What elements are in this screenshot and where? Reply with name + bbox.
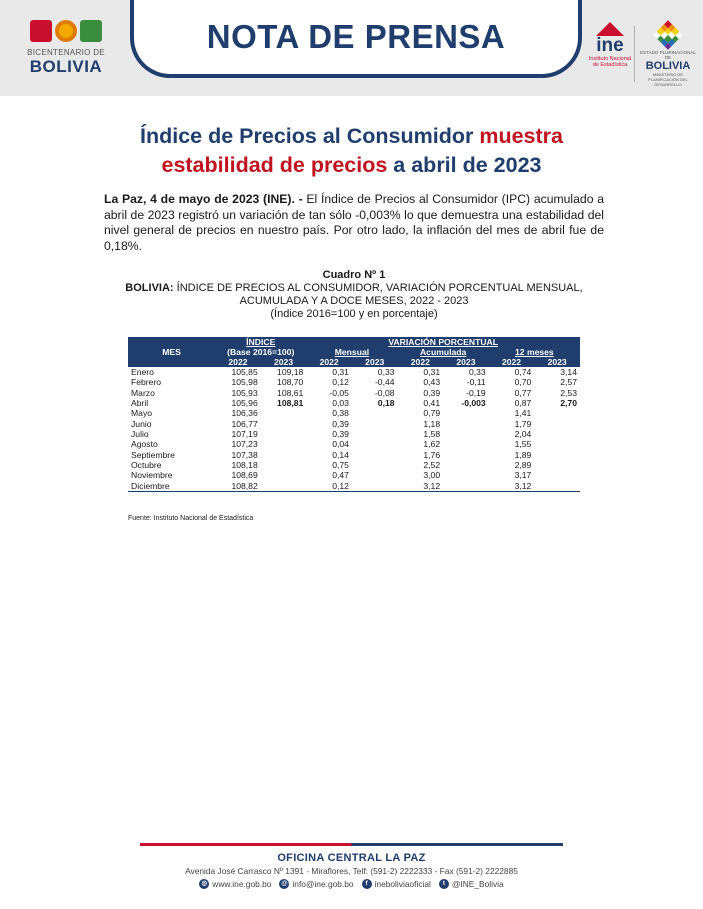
footer-facebook[interactable]: f ineboliviaoficial — [362, 879, 431, 889]
cell-m22: 0,04 — [332, 439, 349, 450]
cell-d22: 1,55 — [514, 439, 532, 450]
header-year: 2023 — [261, 357, 307, 367]
footer-web[interactable]: ◎ www.ine.gob.bo — [199, 879, 271, 889]
cell-d22: 2,04 — [514, 429, 532, 440]
row-month: Agosto — [131, 439, 158, 450]
cell-a22: 1,58 — [423, 429, 441, 440]
table-row — [128, 439, 580, 449]
cell-d22: 1,79 — [514, 418, 532, 429]
cell-d23 — [534, 408, 580, 418]
ipc-table — [128, 337, 580, 492]
cell-d23 — [534, 419, 580, 429]
banner-title: NOTA DE PRENSA — [206, 18, 506, 55]
cell-i23 — [261, 470, 307, 480]
cell-d22: 0,74 — [514, 367, 532, 377]
cell-a22: 3,00 — [423, 470, 441, 481]
cell-d22: 3,12 — [489, 481, 535, 492]
cell-a22: 0,39 — [423, 387, 441, 398]
cell-i23: 108,61 — [277, 387, 304, 398]
cell-m23: 0,18 — [377, 398, 395, 409]
cell-i22: 108,82 — [215, 481, 261, 492]
lead-paragraph — [104, 192, 604, 254]
facebook-icon: f — [362, 879, 372, 889]
cell-d22: 2,89 — [514, 460, 532, 471]
cell-a23 — [443, 450, 489, 460]
header-variacion: VARIACIÓN PORCENTUAL — [306, 337, 580, 347]
header-year: 2022 — [489, 357, 535, 367]
table-row — [128, 408, 580, 418]
table-caption — [104, 269, 604, 321]
cell-a22: 0,41 — [423, 398, 441, 409]
cell-a23 — [443, 439, 489, 449]
header-year: 2022 — [398, 357, 444, 367]
cell-a23 — [443, 429, 489, 439]
cell-i22: 108,69 — [231, 470, 258, 481]
table-row — [128, 398, 580, 408]
table-row — [128, 377, 580, 387]
cell-d23 — [534, 470, 580, 480]
cell-d23: 2,53 — [560, 387, 577, 398]
row-month: Junio — [131, 418, 152, 429]
dateline: La Paz, 4 de mayo de 2023 (INE). - — [104, 192, 303, 206]
cell-m23 — [352, 470, 398, 480]
row-month: Octubre — [131, 460, 162, 471]
cell-a23 — [443, 470, 489, 480]
ine-subtitle-2: de Estadística — [592, 62, 628, 68]
cell-d22: 0,87 — [514, 398, 532, 409]
cell-a22: 2,52 — [423, 460, 441, 471]
cell-d22: 1,41 — [514, 408, 532, 419]
bicentenario-logo — [16, 20, 116, 84]
cell-m23 — [352, 481, 398, 492]
bicentenario-subtitle: BICENTENARIO DE — [27, 48, 105, 57]
cell-m22: 0,12 — [332, 377, 349, 388]
cell-a23: -0,003 — [461, 398, 486, 409]
cell-i22: 105,85 — [231, 367, 258, 377]
footer-email[interactable]: @ info@ine.gob.bo — [281, 879, 354, 889]
cell-a22: 1,76 — [423, 449, 441, 460]
cell-d23: 2,70 — [560, 398, 577, 409]
cell-m22: 0,03 — [332, 398, 349, 409]
cell-i23 — [261, 460, 307, 470]
cell-d23 — [534, 429, 580, 439]
cell-a23: -0,19 — [466, 387, 486, 398]
cell-m22: 0,14 — [332, 449, 349, 460]
cell-d22: 1,89 — [514, 449, 532, 460]
table-row — [128, 481, 580, 492]
table-number: Cuadro Nº 1 — [322, 269, 386, 281]
row-month: Diciembre — [128, 481, 215, 492]
gobierno-logo — [638, 22, 698, 86]
footer-twitter[interactable]: t @INE_Bolivia — [439, 879, 504, 889]
cell-i22: 107,23 — [231, 439, 258, 450]
header-year: 2022 — [306, 357, 352, 367]
header-year: 2023 — [534, 357, 580, 367]
ine-logo — [588, 22, 632, 86]
row-month: Febrero — [131, 377, 162, 388]
gobierno-ministry: MINISTERIO DE PLANIFICACIÓN DEL DESARROLLO — [648, 72, 688, 87]
email-icon: @ — [281, 880, 288, 887]
table-caption-line1: BOLIVIA: ÍNDICE DE PRECIOS AL CONSUMIDOR, VARIACIÓN PORCENTUAL MENSUAL, — [125, 282, 583, 294]
twitter-icon: t — [439, 879, 449, 889]
cell-i22: 105,93 — [231, 387, 258, 398]
row-month: Abril — [131, 398, 149, 409]
cell-m22: 0,39 — [332, 418, 349, 429]
cell-i22: 108,18 — [231, 460, 258, 471]
cell-a22: 0,31 — [423, 367, 441, 377]
cell-i23 — [261, 429, 307, 439]
cell-m23: 0,33 — [377, 367, 395, 377]
cell-d23: 2,57 — [560, 377, 577, 388]
row-month: Marzo — [131, 387, 155, 398]
cell-m23: -0,08 — [374, 387, 395, 398]
cell-m23 — [352, 429, 398, 439]
cell-i23 — [261, 450, 307, 460]
cell-m23 — [352, 408, 398, 418]
cell-i23: 109,18 — [277, 367, 304, 377]
cell-i23 — [261, 419, 307, 429]
cell-a22: 3,12 — [398, 481, 444, 492]
footer-address: Avenida José Carrasco Nº 1391 - Miraflores, Telf: (591-2) 2222333 - Fax (591-2) 2222885 — [185, 866, 518, 876]
cell-i23 — [261, 439, 307, 449]
cell-m22: -0,05 — [329, 387, 349, 398]
cell-a23: 0,33 — [468, 367, 486, 377]
header-mes: MES — [128, 337, 215, 367]
row-month: Septiembre — [131, 449, 175, 460]
cell-d22: 3,17 — [514, 470, 532, 481]
bicentenario-symbols-icon — [30, 20, 116, 42]
header-year: 2023 — [352, 357, 398, 367]
cell-d23 — [534, 481, 580, 492]
cell-m22: 0,75 — [332, 460, 349, 471]
table-row — [128, 367, 580, 377]
cell-i22: 107,38 — [231, 449, 258, 460]
cell-m23 — [352, 439, 398, 449]
table-caption-line2: ACUMULADA Y A DOCE MESES, 2022 - 2023 — [239, 295, 469, 307]
globe-icon: ◎ — [199, 879, 209, 889]
cell-a22: 0,43 — [423, 377, 441, 388]
cell-i22: 105,96 — [231, 398, 258, 409]
cell-m22: 0,12 — [306, 481, 352, 492]
table-caption-line3: (Índice 2016=100 y en porcentaje) — [270, 308, 438, 320]
cell-m22: 0,47 — [332, 470, 349, 481]
header-doce-meses: 12 meses — [489, 347, 580, 357]
press-release-banner — [130, 0, 582, 78]
cell-a23 — [443, 460, 489, 470]
cell-d22: 0,70 — [514, 377, 532, 388]
cell-m23: -0,44 — [374, 377, 395, 388]
cell-a23 — [443, 419, 489, 429]
cell-i23 — [261, 408, 307, 418]
cell-i23: 108,81 — [277, 398, 304, 409]
cell-i22: 106,36 — [231, 408, 258, 419]
wiphala-icon — [653, 20, 682, 49]
cell-a23: -0,11 — [466, 377, 486, 388]
cell-m23 — [352, 419, 398, 429]
ine-name: ine — [596, 35, 624, 56]
header-base: (Base 2016=100) — [215, 347, 306, 357]
cell-d22: 0,77 — [514, 387, 532, 398]
row-month: Julio — [131, 429, 149, 440]
footer-contacts — [0, 879, 703, 889]
header-mensual: Mensual — [306, 347, 397, 357]
table-row — [128, 419, 580, 429]
table-row — [128, 450, 580, 460]
gobierno-subtitle: ESTADO PLURINACIONAL DE — [640, 50, 696, 60]
cell-m22: 0,38 — [332, 408, 349, 419]
cell-i23 — [261, 481, 307, 492]
cell-a22: 1,18 — [423, 418, 441, 429]
footer-office: OFICINA CENTRAL LA PAZ — [277, 852, 426, 864]
cell-i23: 108,70 — [277, 377, 304, 388]
footer-divider — [140, 843, 563, 846]
cell-a22: 1,62 — [423, 439, 441, 450]
cell-m23 — [352, 450, 398, 460]
table-row — [128, 470, 580, 480]
cell-i22: 105,98 — [231, 377, 258, 388]
logo-divider — [634, 26, 635, 82]
cell-m22: 0,39 — [332, 429, 349, 440]
page-header — [0, 0, 703, 96]
table-row — [128, 388, 580, 398]
cell-d23 — [534, 460, 580, 470]
header-year: 2022 — [215, 357, 261, 367]
lead-body: El Índice de Precios al Consumidor (IPC) acumulado a abril de 2023 registró un variación de tan sólo -0,003% lo que demuestra una estabilidad del nivel general de precios en nuestro país. Por otro lado, la inflación del mes de abril fue de 0,18%. — [104, 192, 604, 253]
row-month: Enero — [131, 367, 154, 377]
header-acumulada: Acumulada — [398, 347, 489, 357]
ine-subtitle-1: Instituto Nacional — [588, 56, 632, 62]
table-body — [128, 367, 580, 492]
cell-i22: 107,19 — [231, 429, 258, 440]
cell-a23 — [443, 481, 489, 492]
cell-a22: 0,79 — [423, 408, 441, 419]
gobierno-title: BOLIVIA — [645, 60, 691, 72]
source-note: Fuente: Instituto Nacional de Estadística — [128, 515, 254, 522]
page-title: Índice de Precios al Consumidor muestra estabilidad de precios a abril de 2023 — [140, 124, 563, 177]
cell-m22: 0,31 — [332, 367, 349, 377]
cell-i22: 106,77 — [231, 418, 258, 429]
cell-d23 — [534, 439, 580, 449]
row-month: Mayo — [131, 408, 153, 419]
table-row — [128, 429, 580, 439]
cell-d23: 3,14 — [560, 367, 577, 377]
cell-m23 — [352, 460, 398, 470]
ine-roof-icon — [596, 22, 624, 36]
row-month: Noviembre — [131, 470, 173, 481]
cell-d23 — [534, 450, 580, 460]
bicentenario-title: BOLIVIA — [29, 57, 103, 76]
header-indice: ÍNDICE — [215, 337, 306, 347]
header-year: 2023 — [443, 357, 489, 367]
cell-a23 — [443, 408, 489, 418]
table-row — [128, 460, 580, 470]
